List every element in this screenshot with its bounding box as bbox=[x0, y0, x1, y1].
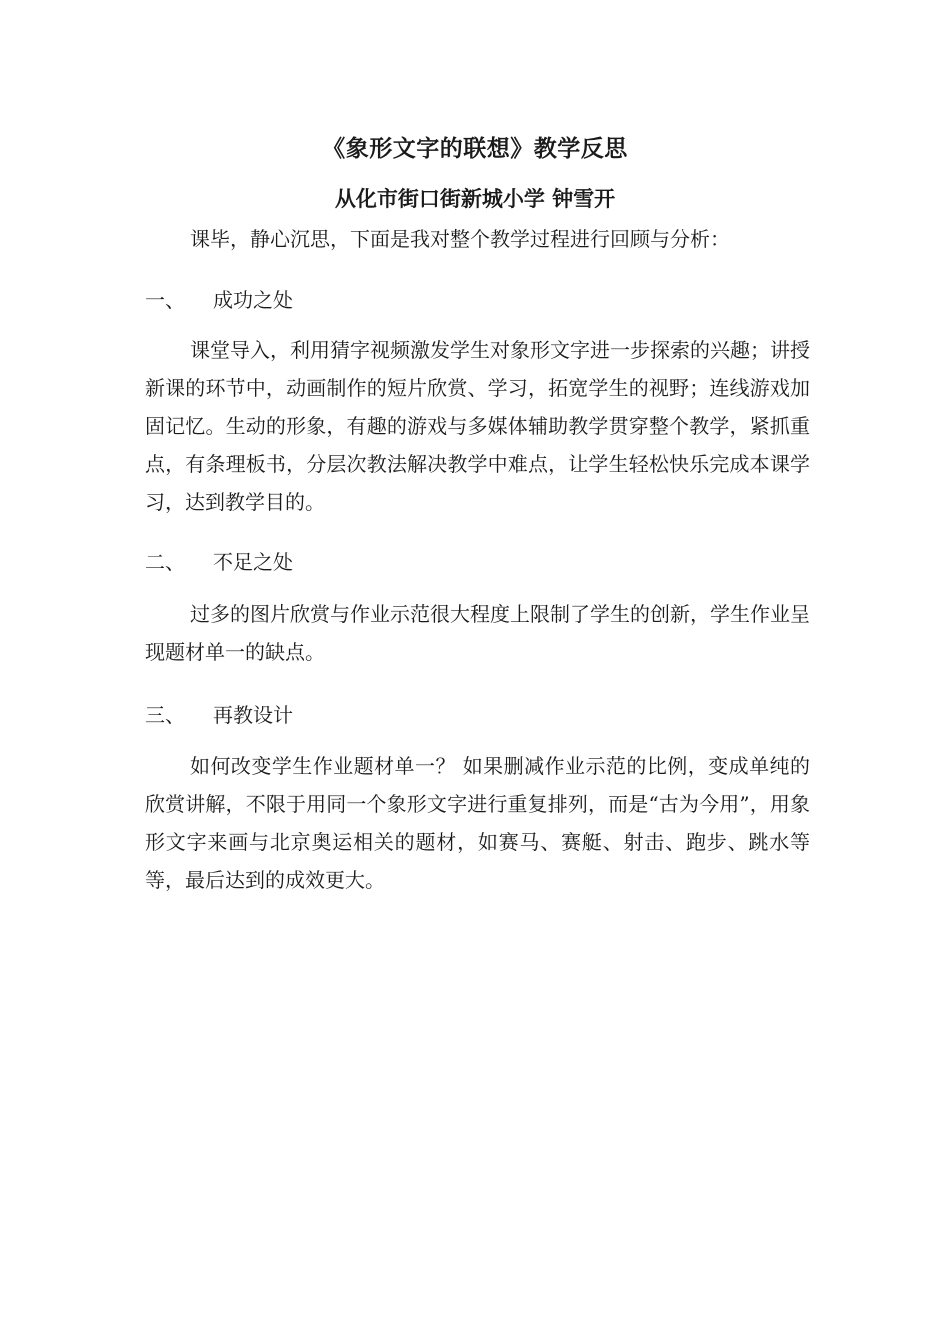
section-heading-text: 不足之处 bbox=[213, 550, 293, 574]
section-heading-text: 成功之处 bbox=[213, 288, 293, 312]
section-heading-2 bbox=[145, 547, 293, 577]
section-number: 二、 bbox=[145, 550, 185, 574]
section-number: 三、 bbox=[145, 703, 185, 727]
section-number: 一、 bbox=[145, 288, 185, 312]
document-title: 《象形文字的联想》教学反思 bbox=[322, 136, 628, 162]
section-body-1: 课堂导入，利用猜字视频激发学生对象形文字进一步探索的兴趣；讲授新课的环节中，动画制作的短片欣赏、学习，拓宽学生的视野；连线游戏加固记忆。生动的形象，有趣的游戏与多媒体辅助教学贯穿整个教学，紧抓重点，有条理板书，分层次教法解决教学中难点，让学生轻松快乐完成本课学习，达到教学目的。 bbox=[145, 338, 810, 514]
section-body-3: 如何改变学生作业题材单一？ 如果删减作业示范的比例，变成单纯的欣赏讲解，不限于用同一个象形文字进行重复排列，而是“古为今用”，用象形文字来画与北京奥运相关的题材，如赛马、赛艇、射击、跑步、跳水等等，最后达到的成效更大。 bbox=[145, 754, 810, 892]
section-heading-1 bbox=[145, 285, 293, 315]
section-heading-3 bbox=[145, 700, 293, 730]
intro-paragraph: 课毕，静心沉思，下面是我对整个教学过程进行回顾与分析： bbox=[190, 227, 730, 251]
section-heading-text: 再教设计 bbox=[213, 703, 293, 727]
document-author: 从化市街口街新城小学 钟雪开 bbox=[334, 187, 616, 211]
section-body-2: 过多的图片欣赏与作业示范很大程度上限制了学生的创新，学生作业呈现题材单一的缺点。 bbox=[145, 602, 810, 664]
